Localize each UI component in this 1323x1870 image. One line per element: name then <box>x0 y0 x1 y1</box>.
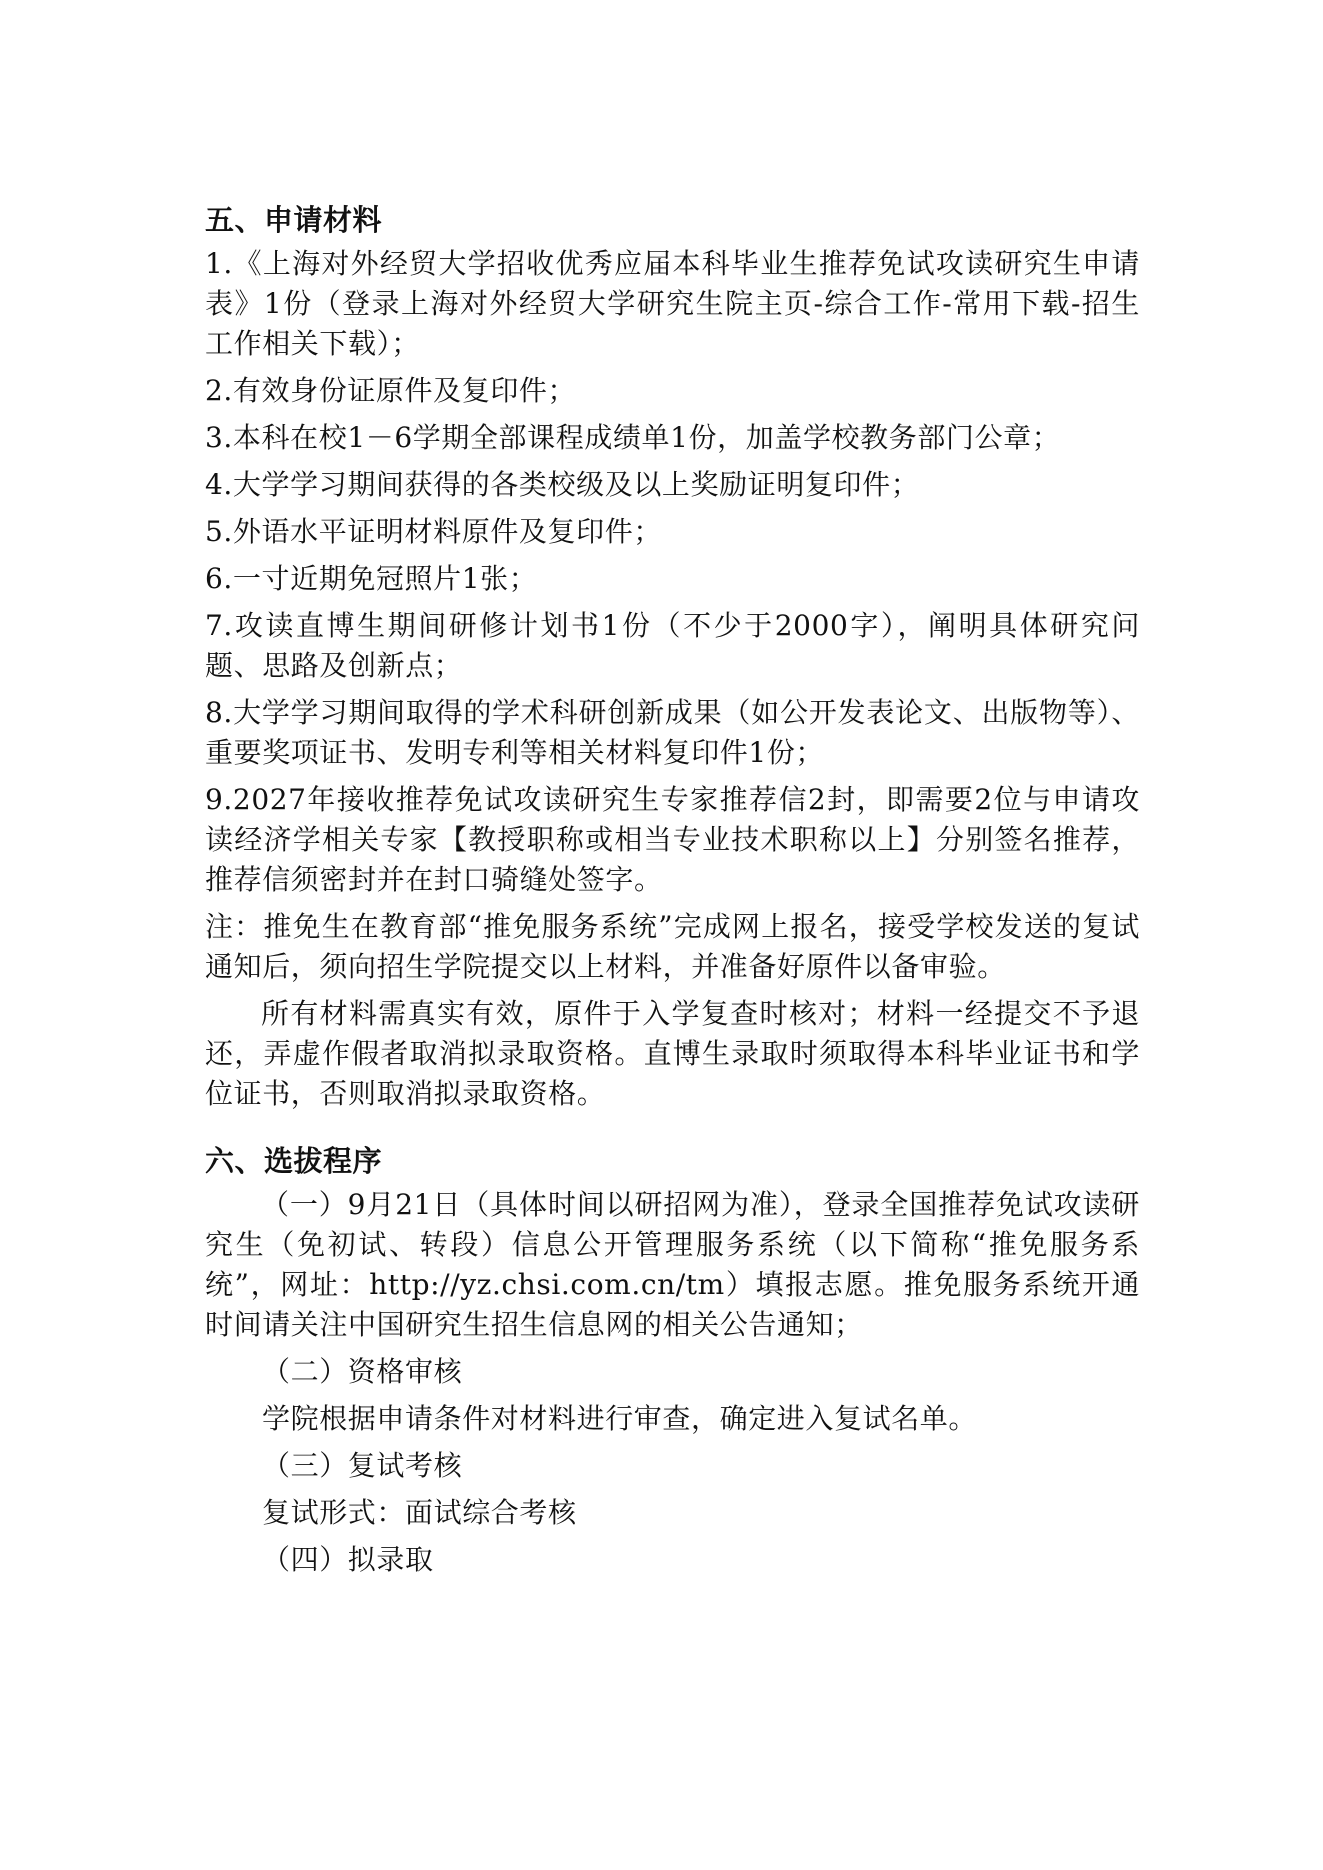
section-spacer <box>205 1121 1140 1139</box>
material-item-3: 3.本科在校1－6学期全部课程成绩单1份，加盖学校教务部门公章； <box>205 421 1061 454</box>
document-page <box>205 198 1140 1587</box>
section-heading-application-materials: 五、申请材料 <box>205 203 383 237</box>
materials-note: 注：推免生在教育部“推免服务系统”完成网上报名，接受学校发送的复试通知后，须向招生学院提交以上材料，并准备好原件以备审验。 <box>205 910 1140 983</box>
procedure-step-1: （一）9月21日（具体时间以研招网为准），登录全国推荐免试攻读研究生（免初试、转段）信息公开管理服务系统（以下简称“推免服务系统”，网址：http://yz.chsi.com.cn/tm）填报志愿。推免服务系统开通时间请关注中国研究生招生信息网的相关公告通知； <box>205 1188 1140 1341</box>
procedure-step-3-text: 复试形式：面试综合考核 <box>262 1496 577 1529</box>
procedure-step-4-title: （四）拟录取 <box>262 1543 434 1576</box>
procedure-step-3-title: （三）复试考核 <box>262 1449 463 1482</box>
material-item-8: 8.大学学习期间取得的学术科研创新成果（如公开发表论文、出版物等）、重要奖项证书、发明专利等相关材料复印件1份； <box>205 696 1140 769</box>
material-item-2: 2.有效身份证原件及复印件； <box>205 374 577 407</box>
material-item-9: 9.2027年接收推荐免试攻读研究生专家推荐信2封，即需要2位与申请攻读经济学相关专家【教授职称或相当专业技术职称以上】分别签名推荐，推荐信须密封并在封口骑缝处签字。 <box>205 783 1140 896</box>
material-item-6: 6.一寸近期免冠照片1张； <box>205 562 538 595</box>
procedure-step-2-title: （二）资格审核 <box>262 1355 463 1388</box>
material-item-7: 7.攻读直博生期间研修计划书1份（不少于2000字），阐明具体研究问题、思路及创新点； <box>205 609 1140 682</box>
materials-authenticity-note: 所有材料需真实有效，原件于入学复查时核对；材料一经提交不予退还，弄虚作假者取消拟录取资格。直博生录取时须取得本科毕业证书和学位证书，否则取消拟录取资格。 <box>205 997 1140 1110</box>
material-item-4: 4.大学学习期间获得的各类校级及以上奖励证明复印件； <box>205 468 920 501</box>
section-heading-selection-procedure: 六、选拔程序 <box>205 1144 383 1178</box>
procedure-step-2-text: 学院根据申请条件对材料进行审查，确定进入复试名单。 <box>262 1402 978 1435</box>
material-item-5: 5.外语水平证明材料原件及复印件； <box>205 515 662 548</box>
material-item-1: 1.《上海对外经贸大学招收优秀应届本科毕业生推荐免试攻读研究生申请表》1份（登录上海对外经贸大学研究生院主页-综合工作-常用下载-招生工作相关下载）； <box>205 247 1140 360</box>
